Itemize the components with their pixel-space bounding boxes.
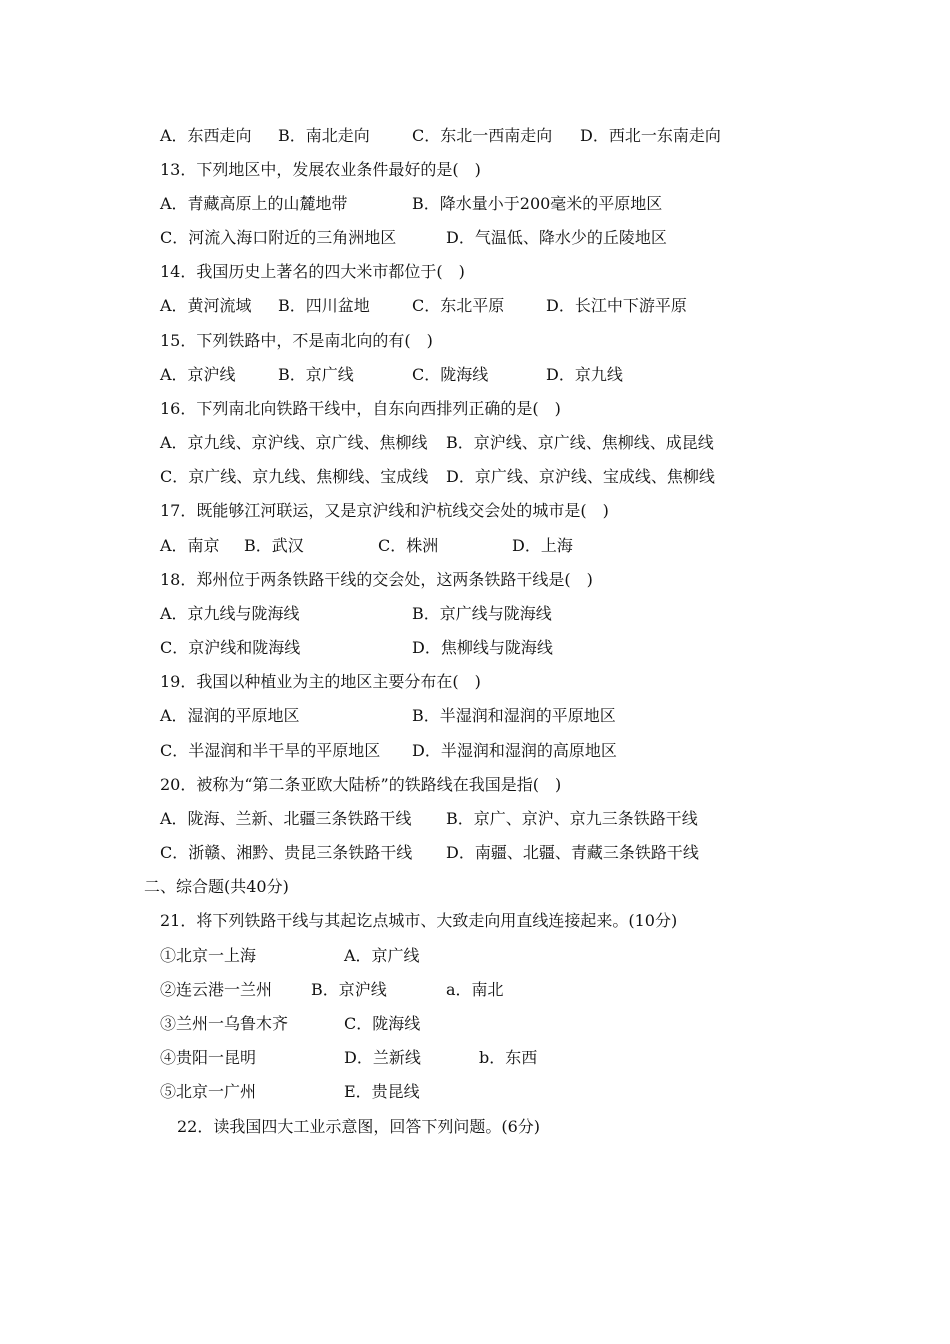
question-stem: 17．既能够江河联运，又是京沪线和沪杭线交会处的城市是( ) — [160, 501, 609, 520]
q17-option-b: B．武汉 — [244, 536, 304, 555]
question-stem: 20．被称为“第二条亚欧大陆桥”的铁路线在我国是指( ) — [160, 775, 562, 794]
section-2-heading: 二、综合题(共40分) — [144, 877, 289, 896]
question-stem: 13．下列地区中，发展农业条件最好的是( ) — [160, 160, 481, 179]
question-stem: 22．读我国四大工业示意图，回答下列问题。(6分) — [177, 1117, 541, 1136]
q12-option-a: A．东西走向 — [160, 126, 252, 145]
q12-option-d: D．西北一东南走向 — [580, 126, 721, 145]
q14-option-c: C．东北平原 — [412, 296, 505, 315]
q18-option-a: A．京九线与陇海线 — [160, 604, 300, 623]
q20-option-d: D．南疆、北疆、青藏三条铁路干线 — [446, 843, 699, 862]
q12-option-c: C．东北一西南走向 — [412, 126, 553, 145]
q21-city: ①北京一上海 — [160, 946, 257, 965]
q18-option-b: B．京广线与陇海线 — [412, 604, 552, 623]
q16-option-d: D．京广线、京沪线、宝成线、焦柳线 — [446, 467, 715, 486]
q21-railway: D．兰新线 — [344, 1048, 421, 1067]
q16-option-b: B．京沪线、京广线、焦柳线、成昆线 — [446, 433, 714, 452]
question-stem: 14．我国历史上著名的四大米市都位于( ) — [160, 262, 465, 281]
q16-option-a: A．京九线、京沪线、京广线、焦柳线 — [160, 433, 428, 452]
q18-option-d: D．焦柳线与陇海线 — [412, 638, 553, 657]
q17-option-a: A．南京 — [160, 536, 220, 555]
q14-option-a: A．黄河流域 — [160, 296, 252, 315]
q21-city: ⑤北京一广州 — [160, 1082, 257, 1101]
q14-option-b: B．四川盆地 — [278, 296, 370, 315]
q17-option-d: D．上海 — [512, 536, 573, 555]
question-stem: 15．下列铁路中，不是南北向的有( ) — [160, 331, 433, 350]
q15-option-d: D．京九线 — [546, 365, 623, 384]
q13-option-b: B．降水量小于200毫米的平原地区 — [412, 194, 663, 213]
q21-railway: C．陇海线 — [344, 1014, 421, 1033]
q13-option-d: D．气温低、降水少的丘陵地区 — [446, 228, 667, 247]
q15-option-a: A．京沪线 — [160, 365, 236, 384]
q21-direction: a．南北 — [446, 980, 504, 999]
question-stem: 19．我国以种植业为主的地区主要分布在( ) — [160, 672, 481, 691]
q21-railway: E．贵昆线 — [344, 1082, 420, 1101]
q21-railway: A．京广线 — [344, 946, 420, 965]
q15-option-b: B．京广线 — [278, 365, 354, 384]
q16-option-c: C．京广线、京九线、焦柳线、宝成线 — [160, 467, 429, 486]
q19-option-d: D．半湿润和湿润的高原地区 — [412, 741, 617, 760]
question-stem: 21．将下列铁路干线与其起讫点城市、大致走向用直线连接起来。(10分) — [160, 911, 678, 930]
q19-option-c: C．半湿润和半干旱的平原地区 — [160, 741, 381, 760]
question-stem: 18．郑州位于两条铁路干线的交会处，这两条铁路干线是( ) — [160, 570, 593, 589]
q18-option-c: C．京沪线和陇海线 — [160, 638, 301, 657]
q19-option-a: A．湿润的平原地区 — [160, 706, 300, 725]
q14-option-d: D．长江中下游平原 — [546, 296, 687, 315]
q15-option-c: C．陇海线 — [412, 365, 489, 384]
q21-city: ④贵阳一昆明 — [160, 1048, 257, 1067]
q19-option-b: B．半湿润和湿润的平原地区 — [412, 706, 616, 725]
q20-option-b: B．京广、京沪、京九三条铁路干线 — [446, 809, 698, 828]
q13-option-a: A．青藏高原上的山麓地带 — [160, 194, 348, 213]
q12-option-b: B．南北走向 — [278, 126, 370, 145]
question-stem: 16．下列南北向铁路干线中，自东向西排列正确的是( ) — [160, 399, 561, 418]
q13-option-c: C．河流入海口附近的三角洲地区 — [160, 228, 397, 247]
q21-railway: B．京沪线 — [311, 980, 387, 999]
q20-option-c: C．浙赣、湘黔、贵昆三条铁路干线 — [160, 843, 413, 862]
q20-option-a: A．陇海、兰新、北疆三条铁路干线 — [160, 809, 412, 828]
q21-city: ③兰州一乌鲁木齐 — [160, 1014, 289, 1033]
q21-direction: b．东西 — [479, 1048, 538, 1067]
q21-city: ②连云港一兰州 — [160, 980, 273, 999]
q17-option-c: C．株洲 — [378, 536, 439, 555]
